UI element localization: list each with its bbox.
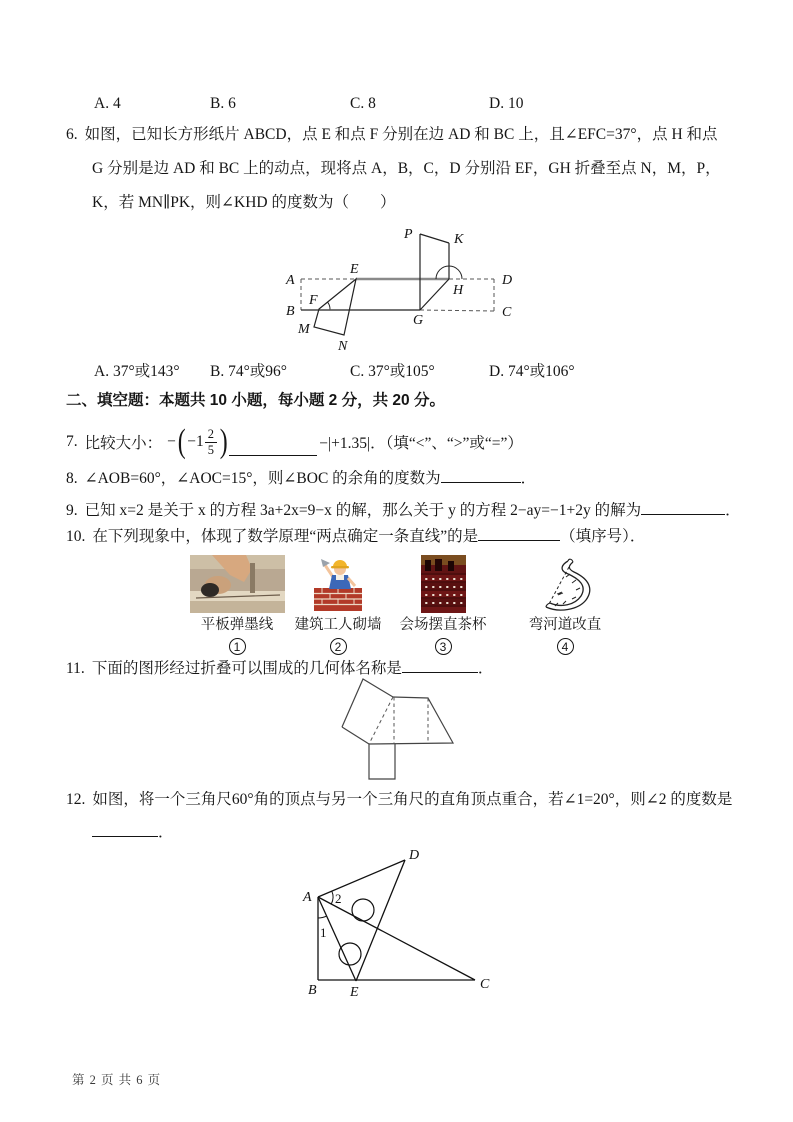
river-sketch — [535, 558, 595, 613]
q6-option-a: A. 37°或143° — [94, 363, 180, 380]
brick-wall — [314, 588, 362, 611]
q11-answer-blank — [402, 659, 478, 673]
question-9-end: ． — [725, 502, 741, 519]
question-11-body: 下面的图形经过折叠可以围成的几何体名称是 — [91, 660, 402, 677]
phenomenon-item-2 — [286, 553, 390, 656]
fig12-label-C: C — [480, 977, 490, 992]
prev-option-c: C. 8 — [350, 95, 376, 112]
outer-minus: − — [167, 433, 176, 450]
triangle-ruler-edges — [318, 860, 475, 981]
question-9 — [66, 498, 741, 520]
fig12-label-D: D — [409, 848, 420, 863]
q6-option-b: B. 74°或96° — [210, 363, 287, 380]
fig6-label-E: E — [350, 262, 359, 277]
mixed-number-integer: −1 — [187, 433, 204, 450]
question-10-number: 10. — [66, 528, 86, 545]
q10-answer-blank — [478, 527, 560, 541]
fig6-label-K: K — [454, 232, 464, 247]
q8-answer-blank — [441, 469, 521, 483]
question-12-end: ． — [158, 824, 174, 841]
fig12-angle-1: 1 — [320, 925, 327, 940]
fig6-label-F: F — [309, 293, 318, 308]
question-6 — [66, 118, 730, 220]
question-11-net-figure — [330, 676, 460, 786]
item-4-caption: 弯河道改直 — [528, 617, 602, 633]
phenomenon-item-3 — [391, 553, 495, 656]
fig6-label-N: N — [338, 339, 348, 354]
prev-option-b: B. 6 — [210, 95, 236, 112]
question-11-number: 11. — [66, 660, 85, 677]
question-7-after: −|+1.35|．（填“<”、“>”或“=”） — [319, 435, 523, 452]
net-fold-dashed-lines — [369, 697, 428, 744]
fraction-numerator: 2 — [205, 427, 217, 442]
angle-arcs — [328, 266, 463, 309]
hard-hat — [333, 560, 347, 567]
question-8 — [66, 466, 536, 488]
question-11 — [66, 656, 493, 678]
question-6-text — [66, 118, 730, 220]
q9-answer-blank — [641, 501, 725, 515]
question-10-body: 在下列现象中，体现了数学原理“两点确定一条直线”的是 — [92, 528, 479, 545]
question-6-number: 6. — [66, 126, 78, 143]
question-10-end: （填序号）． — [560, 528, 646, 545]
q6-option-c: C. 37°或105° — [350, 363, 435, 380]
fig6-label-M: M — [298, 322, 310, 337]
question-7-lead: 比较大小： — [84, 435, 163, 452]
q12-answer-blank — [92, 823, 158, 837]
straightened-channel-line — [549, 567, 569, 604]
fig6-label-H: H — [453, 283, 464, 298]
question-12 — [66, 787, 732, 809]
fig6-label-G: G — [413, 313, 424, 328]
item-2-circled-number: 2 — [330, 638, 347, 655]
fig12-label-E: E — [350, 985, 359, 1000]
fig6-label-B: B — [286, 304, 295, 319]
item-3-circled-number: 3 — [435, 638, 452, 655]
question-10 — [66, 524, 645, 546]
question-6-figure — [282, 218, 522, 358]
fig12-label-A: A — [303, 890, 312, 905]
prev-option-a: A. 4 — [94, 95, 121, 112]
item-1-caption: 平板弹墨线 — [200, 617, 274, 633]
question-12-number: 12. — [66, 791, 86, 808]
chalk-line-photo — [190, 555, 285, 613]
fig6-label-D: D — [502, 273, 513, 288]
fig6-label-A: A — [286, 273, 295, 288]
banquet-hall-photo — [421, 555, 466, 613]
solid-edges — [301, 234, 449, 335]
question-11-end: ． — [477, 660, 494, 677]
question-9-number: 9. — [66, 502, 78, 519]
fig12-label-B: B — [308, 983, 317, 998]
item-3-caption: 会场摆直茶杯 — [399, 617, 487, 633]
section-2-header: 二、填空题：本题共 10 小题，每小题 2 分，共 20 分。 — [66, 392, 445, 409]
item-4-circled-number: 4 — [557, 638, 574, 655]
fraction-denominator: 5 — [207, 442, 214, 457]
question-12-body: 如图，将一个三角尺60°角的顶点与另一个三角尺的直角顶点重合，若∠1=20°，则∠2 的度数是 — [92, 791, 733, 808]
fig12-angle-2: 2 — [335, 891, 342, 906]
question-7-number: 7. — [66, 433, 78, 450]
page-number-footer: 第 2 页 共 6 页 — [72, 1073, 162, 1087]
question-7: 7. 比较大小： − ( −1 $\frac{2}{5}$ ) −|+1.35|．（填“<”、“>”或“=”） — [66, 423, 523, 460]
question-8-body: ∠AOB=60°，∠AOC=15°，则∠BOC 的余角的度数为 — [84, 470, 441, 487]
bricklayer-cartoon — [313, 555, 363, 613]
question-8-number: 8. — [66, 470, 78, 487]
question-12-answer-line — [92, 820, 174, 842]
question-12-figure — [295, 847, 495, 1002]
item-1-circled-number: 1 — [229, 638, 246, 655]
q6-option-d: D. 74°或106° — [489, 363, 575, 380]
question-6-body: 如图，已知长方形纸片 ABCD，点 E 和点 F 分别在边 AD 和 BC 上，且∠EFC=37°，点 H 和点 G 分别是边 AD 和 BC 上的动点，现将点 A，B，C，D 分别沿 EF，GH 折叠至点 N，M，P，K，若 MN∥PK，则∠KHD 的度数为（ ） — [84, 126, 721, 211]
fraction — [205, 427, 217, 457]
question-9-body: 已知 x=2 是关于 x 的方程 3a+2x=9−x 的解，那么关于 y 的方程 2−ay=−1+2y 的解为 — [84, 502, 642, 519]
net-solid-edges — [342, 679, 453, 779]
phenomenon-item-4 — [513, 553, 617, 656]
question-8-end: ． — [520, 470, 537, 487]
fig6-label-P: P — [404, 227, 413, 242]
phenomenon-item-1 — [179, 553, 295, 656]
q7-answer-blank — [229, 442, 317, 456]
prev-option-d: D. 10 — [489, 95, 524, 112]
fig6-label-C: C — [502, 305, 512, 320]
item-2-caption: 建筑工人砌墙 — [294, 617, 382, 633]
